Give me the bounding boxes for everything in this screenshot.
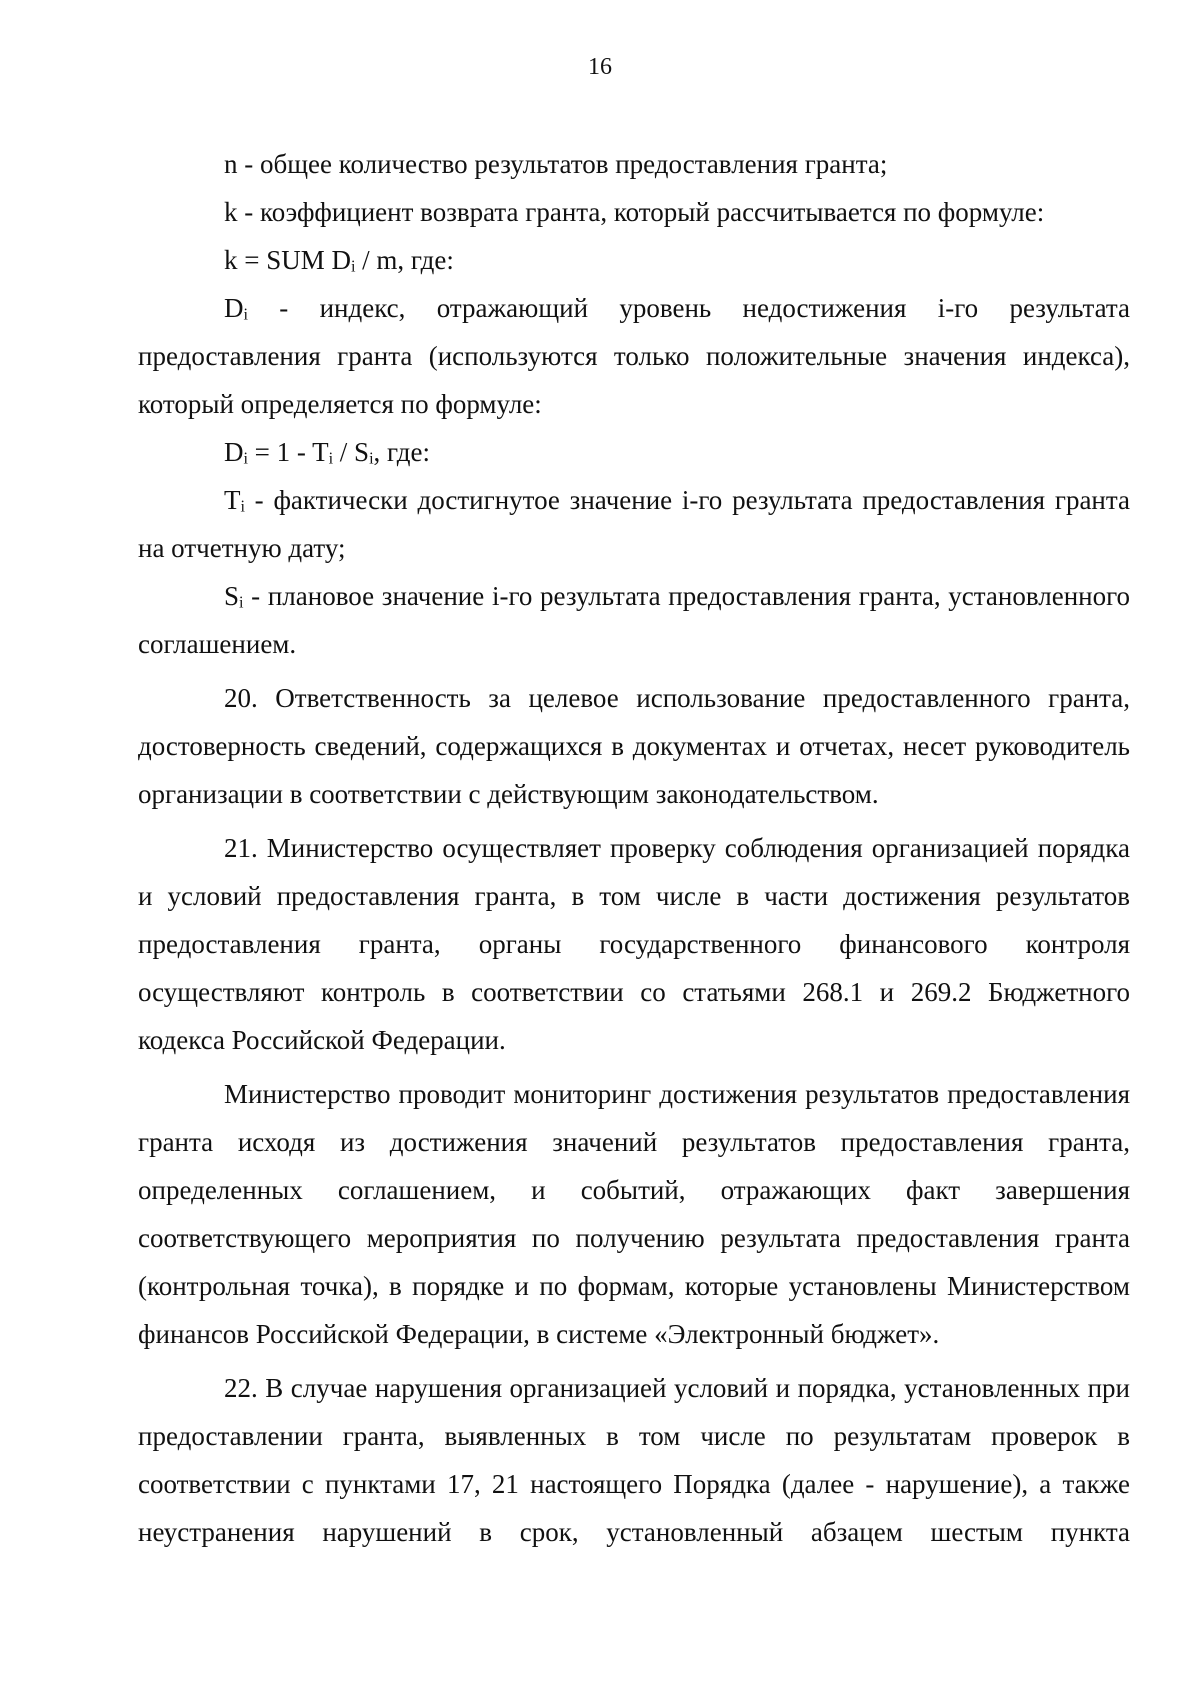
document-body [138, 140, 1130, 1556]
paragraph-monitoring: Министерство проводит мониторинг достижения результатов предоставления гранта исходя из достижения значений результатов предоставления гранта, определенных соглашением, и событий, отражающих факт завершения соответствующего мероприятия по получению результата предоставления гранта (контрольная точка), в порядке и по формам, которые установлены Министерством финансов Российской Федерации, в системе «Электронный бюджет». [138, 1079, 1130, 1349]
formula-k: k = SUM Dᵢ / m, где: [224, 245, 454, 275]
paragraph-ti-definition: Tᵢ - фактически достигнутое значение i-го результата предоставления гранта на отчетную дату; [138, 485, 1130, 563]
page-number: 16 [588, 54, 612, 80]
paragraph-di-definition: Dᵢ - индекс, отражающий уровень недостижения i-го результата предоставления гранта (используются только положительные значения индекса), который определяется по формуле: [138, 293, 1130, 419]
paragraph-k-definition: k - коэффициент возврата гранта, который рассчитывается по формуле: [224, 197, 1045, 227]
paragraph-20: 20. Ответственность за целевое использование предоставленного гранта, достоверность сведений, содержащихся в документах и отчетах, несет руководитель организации в соответствии с действующим законодательством. [138, 683, 1130, 809]
paragraph-22: 22. В случае нарушения организацией условий и порядка, установленных при предоставлении гранта, выявленных в том числе по результатам проверок в соответствии с пунктами 17, 21 настоящего Порядка (далее - нарушение), а также неустранения нарушений в срок, установленный абзацем шестым пункта [138, 1373, 1130, 1547]
paragraph-21: 21. Министерство осуществляет проверку соблюдения организацией порядка и условий предоставления гранта, в том числе в части достижения результатов предоставления гранта, органы государственного финансового контроля осуществляют контроль в соответствии со статьями 268.1 и 269.2 Бюджетного кодекса Российской Федерации. [138, 833, 1130, 1055]
formula-di: Dᵢ = 1 - Tᵢ / Sᵢ, где: [224, 437, 430, 467]
paragraph-si-definition: Sᵢ - плановое значение i-го результата предоставления гранта, установленного соглашением. [138, 581, 1130, 659]
paragraph-n-definition: n - общее количество результатов предоставления гранта; [224, 149, 888, 179]
